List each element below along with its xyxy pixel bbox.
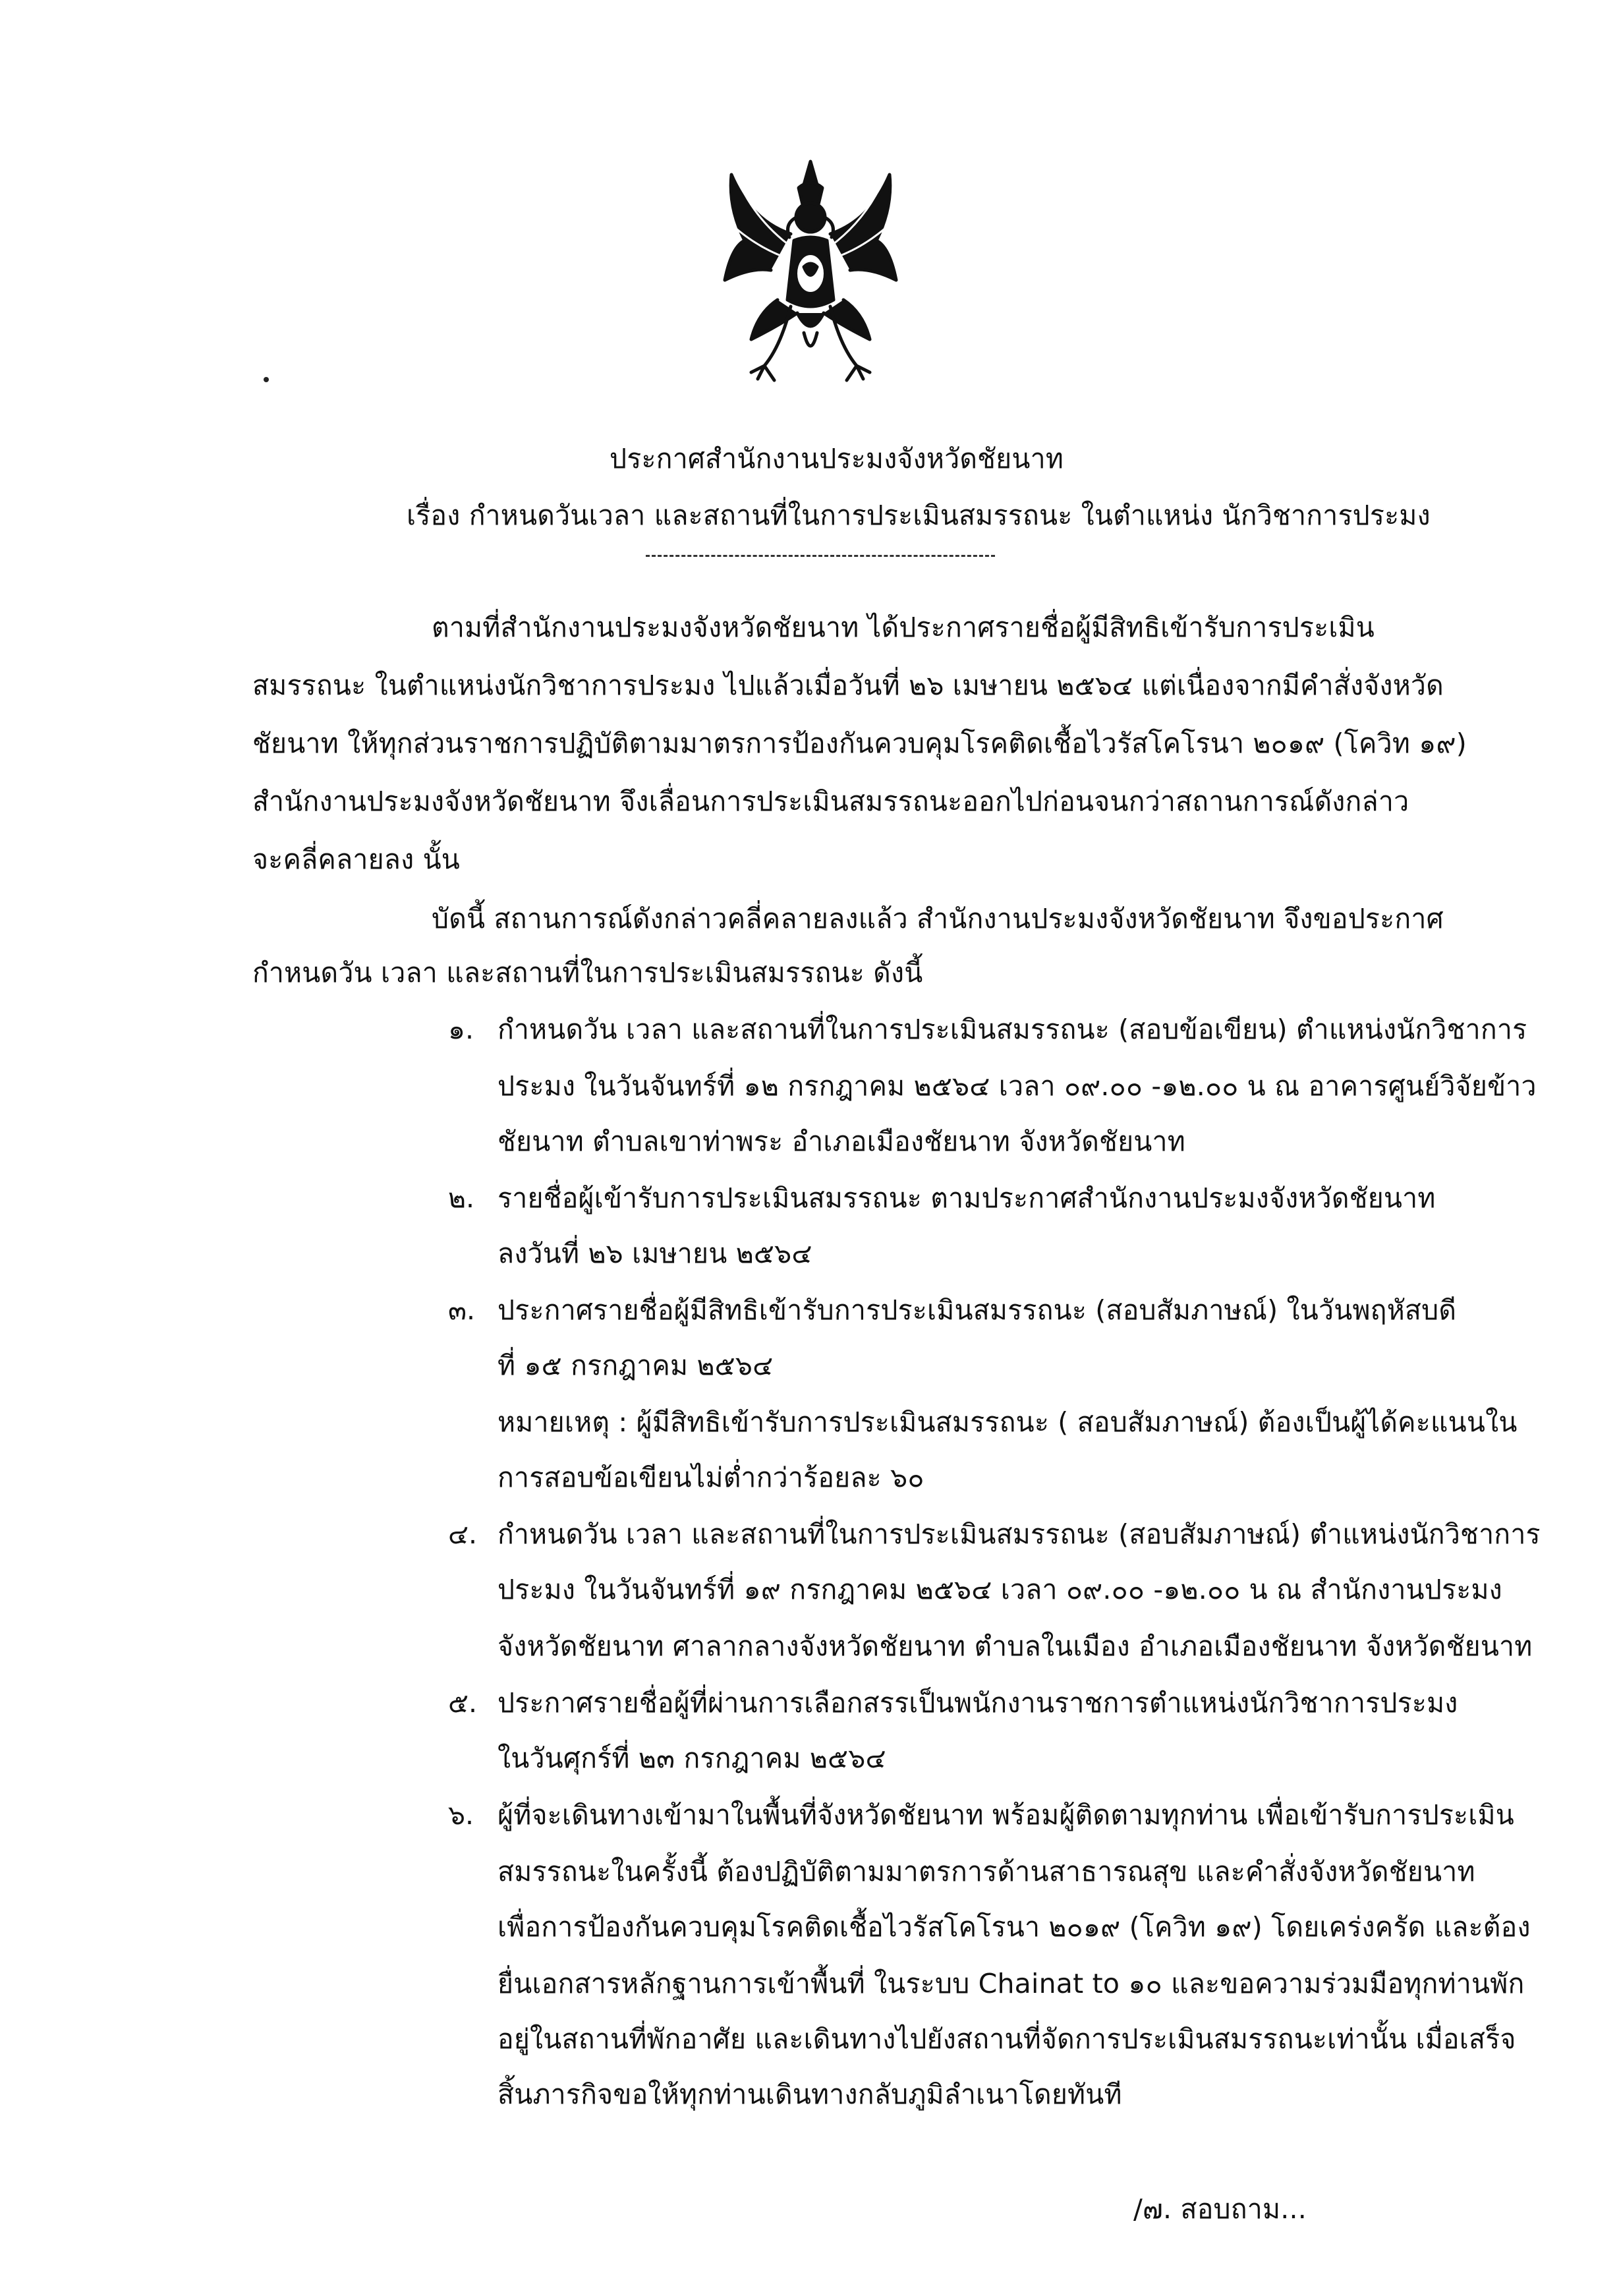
item-line: ประมง ในวันจันทร์ที่ ๑๙ กรกฎาคม ๒๕๖๔ เวลา ๐๙.๐๐ -๑๒.๐๐ น ณ สำนักงานประมง: [497, 1574, 1502, 1605]
item-line: ผู้ที่จะเดินทางเข้ามาในพื้นที่จังหวัดชัยนาท พร้อมผู้ติดตามทุกท่าน เพื่อเข้ารับการประเมิน: [497, 1799, 1514, 1831]
item-line: กำหนดวัน เวลา และสถานที่ในการประเมินสมรรถนะ (สอบสัมภาษณ์) ตำแหน่งนักวิชาการ: [497, 1518, 1541, 1550]
para1-line: จะคลี่คลายลง นั้น: [252, 844, 461, 875]
item-number: ๒.: [448, 1182, 475, 1214]
garuda-emblem: [712, 148, 909, 399]
item-line: ประมง ในวันจันทร์ที่ ๑๒ กรกฎาคม ๒๕๖๔ เวลา ๐๙.๐๐ -๑๒.๐๐ น ณ อาคารศูนย์วิจัยข้าว: [497, 1070, 1537, 1102]
separator-rule: [646, 555, 995, 557]
item-line: ลงวันที่ ๒๖ เมษายน ๒๕๖๔: [497, 1238, 812, 1269]
item-line: ประกาศรายชื่อผู้มีสิทธิเข้ารับการประเมินสมรรถนะ (สอบสัมภาษณ์) ในวันพฤหัสบดี: [497, 1294, 1457, 1326]
para1-line: สมรรถนะ ในตำแหน่งนักวิชาการประมง ไปแล้วเมื่อวันที่ ๒๖ เมษายน ๒๕๖๔ แต่เนื่องจากมีคำสั่งจังหวัด: [252, 670, 1444, 701]
page-title: ประกาศสำนักงานประมงจังหวัดชัยนาท: [610, 443, 1064, 474]
item-line: สิ้นภารกิจขอให้ทุกท่านเดินทางกลับภูมิลำเนาโดยทันที: [497, 2079, 1122, 2110]
para1-line: ตามที่สำนักงานประมงจังหวัดชัยนาท ได้ประกาศรายชื่อผู้มีสิทธิเข้ารับการประเมิน: [432, 612, 1375, 643]
item-line: กำหนดวัน เวลา และสถานที่ในการประเมินสมรรถนะ (สอบข้อเขียน) ตำแหน่งนักวิชาการ: [497, 1014, 1527, 1045]
item-line: ในวันศุกร์ที่ ๒๓ กรกฎาคม ๒๕๖๔: [497, 1742, 886, 1774]
subject-line: เรื่อง กำหนดวันเวลา และสถานที่ในการประเมินสมรรถนะ ในตำแหน่ง นักวิชาการประมง: [407, 500, 1431, 531]
item-note-line: การสอบข้อเขียนไม่ต่ำกว่าร้อยละ ๖๐: [497, 1462, 924, 1493]
para1-line: ชัยนาท ให้ทุกส่วนราชการปฏิบัติตามมาตรการป้องกันควบคุมโรคติดเชื้อไวรัสโคโรนา ๒๐๑๙ (โควิท ๑๙): [252, 728, 1467, 759]
item-line: จังหวัดชัยนาท ศาลากลางจังหวัดชัยนาท ตำบลในเมือง อำเภอเมืองชัยนาท จังหวัดชัยนาท: [497, 1630, 1533, 1662]
item-line: ชัยนาท ตำบลเขาท่าพระ อำเภอเมืองชัยนาท จังหวัดชัยนาท: [497, 1126, 1185, 1157]
item-line: รายชื่อผู้เข้ารับการประเมินสมรรถนะ ตามประกาศสำนักงานประมงจังหวัดชัยนาท: [497, 1182, 1436, 1214]
item-number: ๑.: [448, 1014, 474, 1045]
item-line: ยื่นเอกสารหลักฐานการเข้าพื้นที่ ในระบบ Chainat to ๑๐ และขอความร่วมมือทุกท่านพัก: [497, 1968, 1525, 1999]
scan-speck: [264, 377, 269, 382]
item-note-line: หมายเหตุ : ผู้มีสิทธิเข้ารับการประเมินสมรรถนะ ( สอบสัมภาษณ์) ต้องเป็นผู้ได้คะแนนใน: [497, 1406, 1518, 1438]
item-number: ๔.: [448, 1518, 478, 1550]
item-line: สมรรถนะในครั้งนี้ ต้องปฏิบัติตามมาตรการด้านสาธารณสุข และคำสั่งจังหวัดชัยนาท: [497, 1856, 1475, 1887]
item-number: ๖.: [448, 1799, 474, 1831]
item-line: ประกาศรายชื่อผู้ที่ผ่านการเลือกสรรเป็นพนักงานราชการตำแหน่งนักวิชาการประมง: [497, 1687, 1458, 1719]
item-line: อยู่ในสถานที่พักอาศัย และเดินทางไปยังสถานที่จัดการประเมินสมรรถนะเท่านั้น เมื่อเสร็จ: [497, 2023, 1516, 2055]
item-number: ๕.: [448, 1687, 478, 1719]
item-line: เพื่อการป้องกันควบคุมโรคติดเชื้อไวรัสโคโรนา ๒๐๑๙ (โควิท ๑๙) โดยเคร่งครัด และต้อง: [497, 1911, 1531, 1943]
item-line: ที่ ๑๕ กรกฎาคม ๒๕๖๔: [497, 1350, 774, 1381]
item-number: ๓.: [448, 1294, 476, 1326]
para2-line: บัดนี้ สถานการณ์ดังกล่าวคลี่คลายลงแล้ว สำนักงานประมงจังหวัดชัยนาท จึงขอประกาศ: [432, 903, 1444, 934]
para1-line: สำนักงานประมงจังหวัดชัยนาท จึงเลื่อนการประเมินสมรรถนะออกไปก่อนจนกว่าสถานการณ์ดังกล่าว: [252, 786, 1409, 817]
continuation-marker: /๗. สอบถาม...: [1133, 2193, 1307, 2225]
para2-line: กำหนดวัน เวลา และสถานที่ในการประเมินสมรรถนะ ดังนี้: [252, 957, 923, 989]
